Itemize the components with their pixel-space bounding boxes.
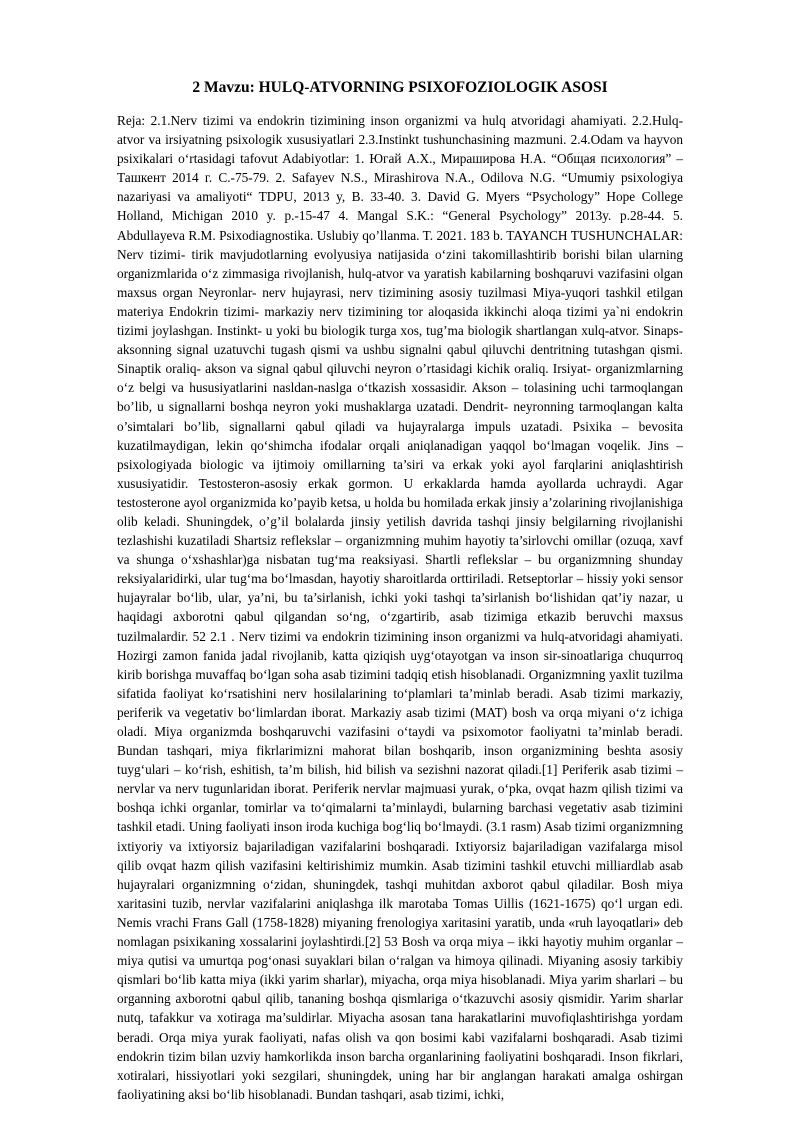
document-page [117,70,683,1104]
document-title: 2 Mavzu: HULQ-ATVORNING PSIXOFOZIOLOGIK ASOSI [192,79,608,96]
document-body: Reja: 2.1.Nerv tizimi va endokrin tizimining inson organizmi va hulq atvoridagi ahamiyati. 2.2.Hulq-atvor va irsiyatning psixologik xususiyatlari 2.3.Instinkt tushunchasining mazmuni. 2.4.Odam va hayvon psixikalari oʻrtasidagi tafovut Adabiyotlar: 1. Югай А.Х., Мирашировa Н.А. “Общая психология” – Ташкент 2014 г. С.-75-79. 2. Safayev N.S., Mirashirova N.A., Odilova N.G. “Umumiy psixologiya nazariyasi va amaliyoti“ TDPU, 2013 y, B. 33-40. 3. David G. Myers “Psychology” Hope College Holland, Michigan 2010 y. p.-15-47 4. Mangal S.K.: “General Psychology” 2013y. p.28-44. 5. Abdullayeva R.M. Psixodiagnostika. Uslubiy qo’llanma. T. 2021. 183 b. TAYANCH TUSHUNCHALAR: Nerv tizimi- tirik mavjudotlarning evolyusiya natijasida o‘zini takomillashtirib borishi bilan ularning organizmlarida o‘z zimmasiga rivojlanish, hulq-atvor va yaratish kabilarning boshqaruvi vazifasini olgan maxsus organ Neyronlar- nerv hujayrasi, nerv tizimining asosiy tuzilmasi Miya-yuqori tashkil etilgan materiya Endokrin tizimi- markaziy nerv tizimining tor aloqasida ikkinchi aloqa tizimi ya`ni endokrin tizimi joylashgan. Instinkt- u yoki bu biologik turga xos, tug’ma biologik shartlangan xulq-atvor. Sinaps- aksonning signal uzatuvchi tugash qismi va ushbu signalni qabul qiluvchi dentritning tutashgan qismi. Sinaptik oraliq- akson va signal qabul qiluvchi neyron o’rtasidagi kichik oraliq. Irsiyat- organizmlarning o‘z belgi va hususiyatlarini nasldan-naslga o‘tkazish xossasidir. Akson – tolasining uchi tarmoqlangan bo’lib, u signallarni boshqa neyron yoki mushaklarga uzatadi. Dendrit- neyronning tarmoqlangan kalta o’simtalari bo’lib, signallarni qabul qiladi va hujayralarga impuls uzatadi. Psixika – bevosita kuzatilmaydigan, lekin qo‘shimcha ifodalar orqali aniqlanadigan yaqqol bo‘lmagan voqelik. Jins – psixologiyada biologic va ijtimoiy omillarning ta’siri va erkak yoki ayol farqlarini aniqlashtirish xususiyatidir. Testosteron-asosiy erkak gormon. U erkaklarda hamda ayollarda uchraydi. Agar testosterone ayol organizmida ko’payib ketsa, u holda bu homilada erkak jinsiy a’zolarining rivojlanishiga olib keladi. Shuningdek, o’g’il bolalarda jinsiy yetilish davrida tashqi jinsiy belgilarning rivojlanishi tezlashishi kuzatiladi Shartsiz reflekslar – organizmning muhim hayotiy ta’sirlovchi omillar (ozuqa, xavf va shunga o‘xshashlar)ga nisbatan tug‘ma reaksiyasi. Shartli reflekslar – bu organizmning shunday reksiyalaridirki, ular tug‘ma bo‘lmasdan, hayotiy sharoitlarda orttiriladi. Retseptorlar – hissiy yoki sensor hujayralar bo‘lib, ular, ya’ni, bu ta’sirlanish, ichki yoki tashqi ta’sirlanish bo‘lishidan qat’iy nazar, u haqidagi axborotni qabul qilgandan so‘ng, o‘zgartirib, asab tizimiga etkazib beruvchi maxsus tuzilmalardir. 52 2.1 . Nerv tizimi va endokrin tizimining inson organizmi va hulq-atvoridagi ahamiyati. Hozirgi zamon fanida jadal rivojlanib, katta qiziqish uyg‘otayotgan va inson sir-sinoatlariga chuqurroq kirib borishga muvaffaq bo‘lgan soha asab tizimini tadqiq etish hisoblanadi. Organizmning yaxlit tuzilma sifatida faoliyat ko‘rsatishini nerv hosilalarining to‘plamlari ta’minlab beradi. Asab tizimi markaziy, periferik va vegetativ bo‘limlardan iborat. Markaziy asab tizimi (MAT) bosh va orqa miyani o‘z ichiga oladi. Miya organizmda boshqaruvchi vazifasini o‘taydi va psixomotor faoliyatni ta’minlab beradi. Bundan tashqari, miya fikrlarimizni mahorat bilan boshqarib, inson organizmining beshta asosiy tuyg‘ulari – ko‘rish, eshitish, ta’m bilish, hid bilish va sezishni nazorat qiladi.[1] Periferik asab tizimi – nervlar va nerv tugunlaridan iborat. Periferik nervlar majmuasi yurak, o‘pka, ovqat hazm qilish tizimi va boshqa ichki organlar, tomirlar va to‘qimalarni ta’minlaydi, bularning barchasi vegetativ asab tizimini tashkil etadi. Uning faoliyati inson iroda kuchiga bog‘liq bo‘lmaydi. (3.1 rasm) Asab tizimi organizmning ixtiyoriy va ixtiyorsiz bajariladigan vazifalarini boshqaradi. Ixtiyorsiz bajariladigan vazifalarga misol qilib ovqat hazm qilish vazifasini keltirishimiz mumkin. Asab tizimini tashkil etuvchi milliardlab asab hujayralari organizmning o‘zidan, shuningdek, tashqi muhitdan axborot qabul qiladilar. Bosh miya xaritasini tuzib, nervlar vazifalarini aniqlashga ilk marotaba Tomas Uillis (1621-1675) qo‘l urgan edi. Nemis vrachi Frans Gall (1758-1828) miyaning frenologiya xaritasini yaratib, unda «ruh layoqatlari» deb nomlagan psixikaning xossalarini joylashtirdi.[2] 53 Bosh va orqa miya – ikki hayotiy muhim organlar – miya qutisi va umurtqa pog‘onasi suyaklari bilan o‘ralgan va himoya qilinadi. Miyaning asosiy tarkibiy qismlari bo‘lib katta miya (ikki yarim sharlar), miyacha, orqa miya hisoblanadi. Miya yarim sharlari – bu organning axborotni qabul qilib, tananing boshqa qismlariga o‘tkazuvchi asosiy qismidir. Yarim sharlar nutq, tafakkur va xotiraga ma’suldirlar. Miyacha asosan tana harakatlarini muvofiqlashtirishga yordam beradi. Orqa miya yurak faoliyati, nafas olish va qon bosimi kabi vazifalarni boshqaradi. Asab tizimi endokrin tizim bilan uzviy hamkorlikda inson barcha organlarining faoliyatini boshqaradi. Inson fikrlari, xotiralari, hissiyotlari yoki sezgilari, shuningdek, uning har bir anglangan harakati amalga oshirgan faoliyatining aksi bo‘lib hisoblanadi. Bundan tashqari, asab tizimi, ichki, [117,113,683,1102]
